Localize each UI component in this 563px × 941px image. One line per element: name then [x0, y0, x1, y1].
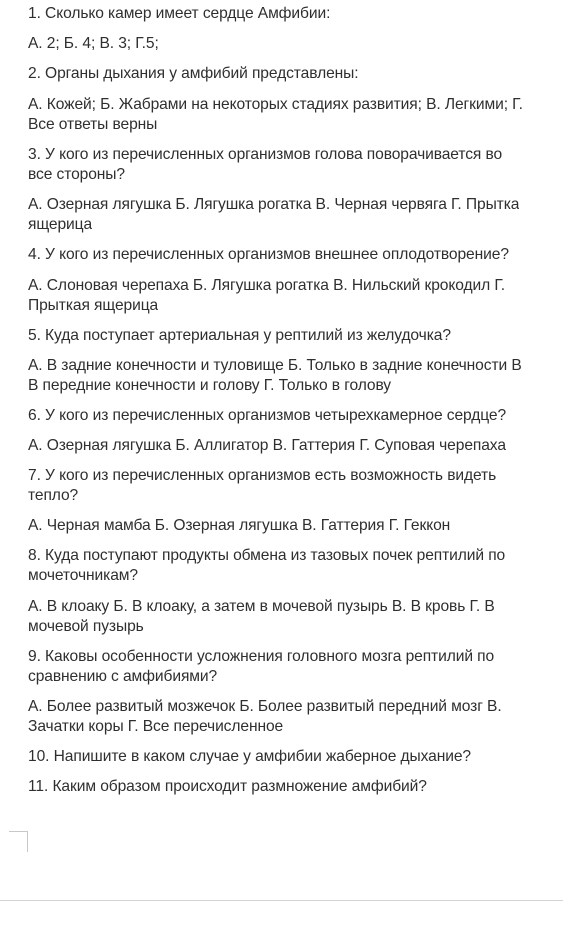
answers-2-line-1: А. Кожей; Б. Жабрами на некоторых стадиях развития; В. Легкими; Г. [28, 96, 523, 113]
answers-2-line-2: Все ответы верны [28, 116, 158, 133]
question-9-line-2: сравнению с амфибиями? [28, 668, 218, 685]
question-7-line-1: 7. У кого из перечисленных организмов есть возможность видеть [28, 467, 497, 484]
answers-5-line-2: В передние конечности и голову Г. Только в голову [28, 377, 391, 394]
answers-5-line-1: А. В задние конечности и туловище Б. Только в задние конечности В [28, 357, 522, 374]
question-11: 11. Каким образом происходит размножение амфибий? [28, 778, 427, 795]
answers-9-line-2: Зачатки коры Г. Все перечисленное [28, 718, 284, 735]
answers-3-line-2: ящерица [28, 216, 93, 233]
question-1: 1. Сколько камер имеет сердце Амфибии: [28, 5, 331, 22]
answers-3-line-1: А. Озерная лягушка Б. Лягушка рогатка В. Черная червяга Г. Прытка [28, 196, 520, 213]
answers-1: А. 2; Б. 4; В. 3; Г.5; [28, 35, 159, 52]
question-9-line-1: 9. Каковы особенности усложнения головного мозга рептилий по [28, 648, 495, 665]
answers-7: А. Черная мамба Б. Озерная лягушка В. Гаттерия Г. Геккон [28, 517, 451, 534]
answers-4-line-2: Прыткая ящерица [28, 297, 159, 314]
question-2: 2. Органы дыхания у амфибий представлены: [28, 65, 359, 82]
question-5: 5. Куда поступает артериальная у рептилий из желудочка? [28, 327, 451, 344]
question-3-line-2: все стороны? [28, 166, 125, 183]
question-10: 10. Напишите в каком случае у амфибии жаберное дыхание? [28, 748, 471, 765]
answers-8-line-1: А. В клоаку Б. В клоаку, а затем в мочевой пузырь В. В кровь Г. В [28, 598, 495, 615]
page-corner-mark [9, 831, 28, 852]
question-8-line-1: 8. Куда поступают продукты обмена из тазовых почек рептилий по [28, 547, 506, 564]
question-3-line-1: 3. У кого из перечисленных организмов голова поворачивается во [28, 146, 503, 163]
answers-6: А. Озерная лягушка Б. Аллигатор В. Гаттерия Г. Суповая черепаха [28, 437, 506, 454]
page-divider [0, 900, 563, 901]
question-6: 6. У кого из перечисленных организмов четырехкамерное сердце? [28, 407, 507, 424]
question-4: 4. У кого из перечисленных организмов внешнее оплодотворение? [28, 246, 509, 263]
answers-8-line-2: мочевой пузырь [28, 618, 144, 635]
answers-4-line-1: А. Слоновая черепаха Б. Лягушка рогатка В. Нильский крокодил Г. [28, 277, 506, 294]
question-7-line-2: тепло? [28, 487, 79, 504]
answers-9-line-1: А. Более развитый мозжечок Б. Более развитый передний мозг В. [28, 698, 502, 715]
question-8-line-2: мочеточникам? [28, 567, 139, 584]
